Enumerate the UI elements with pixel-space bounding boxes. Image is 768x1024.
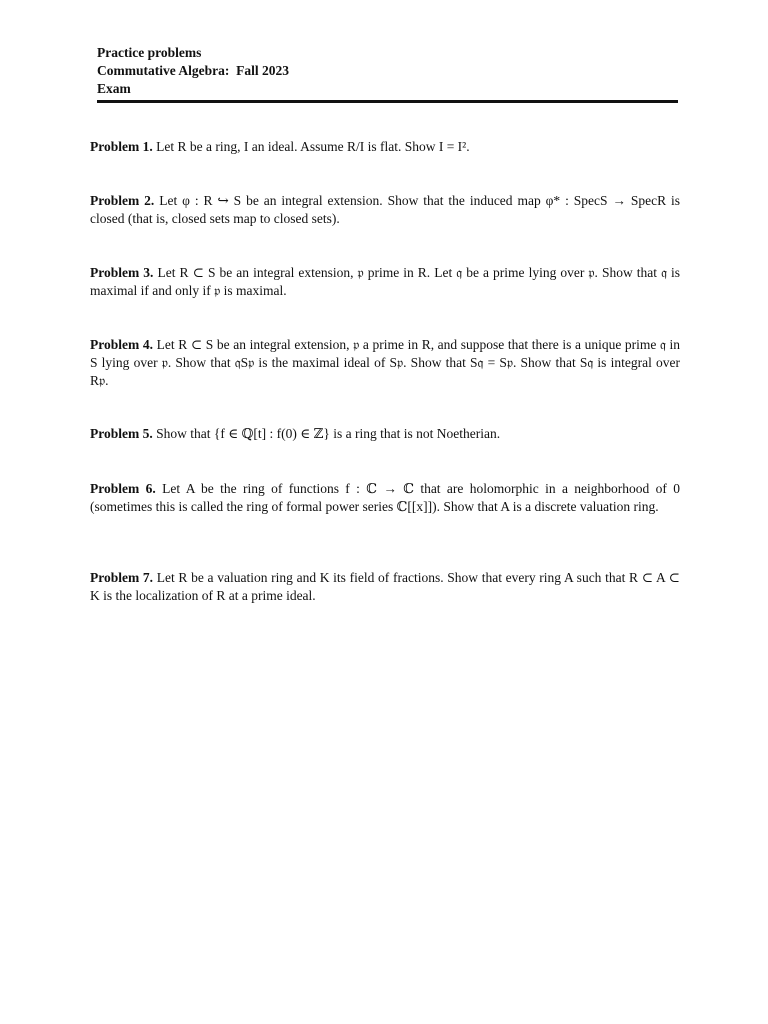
problem-5 <box>90 425 680 443</box>
problem-text: Let R ⊂ S be an integral extension, 𝔭 a prime in R, and suppose that there is a unique prime 𝔮 in S lying over 𝔭. Show that 𝔮S𝔭 is the maximal ideal of S𝔭. Show that S𝔮 = S𝔭. Show that S𝔮 is integral over R𝔭. <box>90 337 681 388</box>
problem-6 <box>90 480 680 516</box>
problem-text: Let φ : R ↪ S be an integral extension. Show that the induced map φ* : SpecS → SpecR is closed (that is, closed sets map to closed sets). <box>90 193 681 226</box>
problem-text: Show that {f ∈ ℚ[t] : f(0) ∈ ℤ} is a ring that is not Noetherian. <box>156 426 501 441</box>
problem-label: Problem 5. <box>90 426 153 441</box>
header-title: Practice problems <box>97 45 202 60</box>
problem-text: Let R ⊂ S be an integral extension, 𝔭 prime in R. Let 𝔮 be a prime lying over 𝔭. Show that 𝔮 is maximal if and only if 𝔭 is maximal. <box>90 265 680 298</box>
problem-3 <box>90 264 680 300</box>
problem-label: Problem 2. <box>90 193 155 208</box>
problem-text: Let R be a valuation ring and K its field of fractions. Show that every ring A such that R ⊂ A ⊂ K is the localization of R at a prime ideal. <box>90 570 680 603</box>
document-header <box>97 44 677 98</box>
problem-7 <box>90 569 680 605</box>
problem-text: Let A be the ring of functions f : ℂ → ℂ that are holomorphic in a neighborhood of 0 (sometimes this is called the ring of formal power series ℂ[[x]]). Show that A is a discrete valuation ring. <box>90 481 680 514</box>
problem-2 <box>90 192 680 228</box>
header-divider <box>97 100 678 103</box>
problem-label: Problem 7. <box>90 570 154 585</box>
problem-4 <box>90 336 680 390</box>
problem-label: Problem 1. <box>90 139 153 154</box>
header-exam: Exam <box>97 81 131 96</box>
problem-label: Problem 4. <box>90 337 153 352</box>
problem-label: Problem 3. <box>90 265 154 280</box>
problem-1 <box>90 138 680 156</box>
problem-text: Let R be a ring, I an ideal. Assume R/I is flat. Show I = I². <box>156 139 470 154</box>
header-course: Commutative Algebra: Fall 2023 <box>97 63 289 78</box>
problem-label: Problem 6. <box>90 481 156 496</box>
